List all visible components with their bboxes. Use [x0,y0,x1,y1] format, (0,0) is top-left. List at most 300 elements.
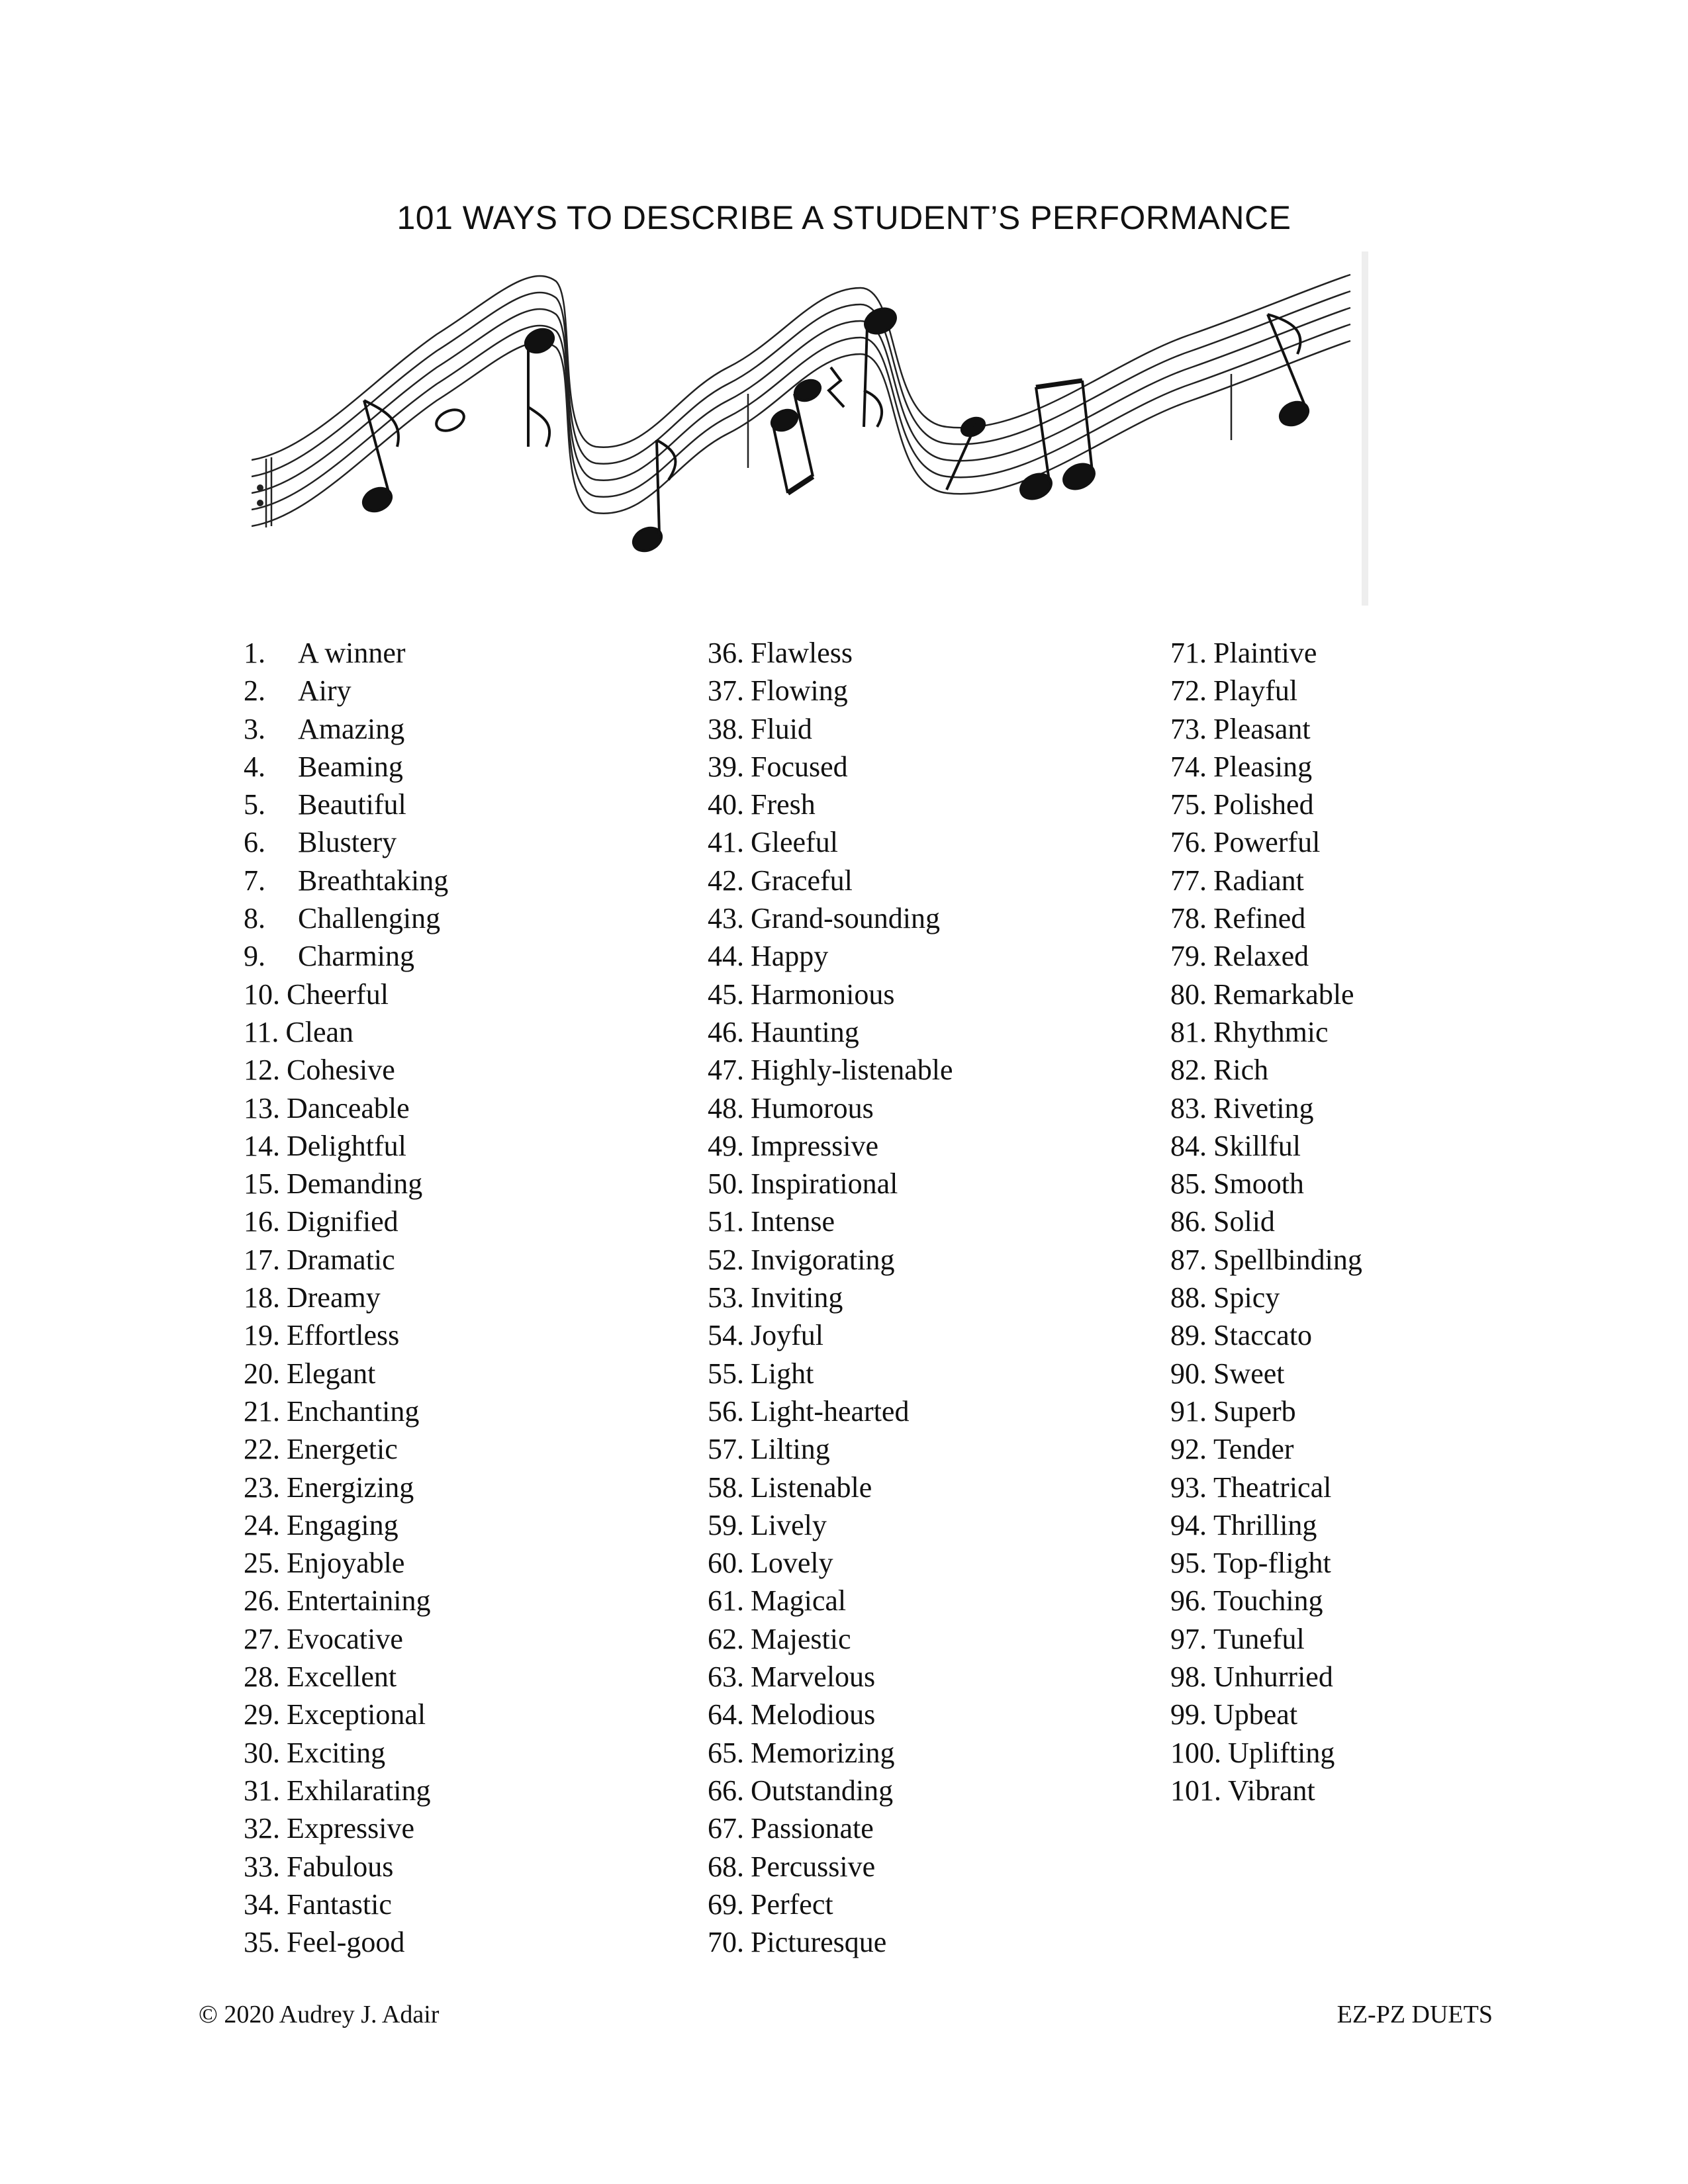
list-item-word: Thrilling [1213,1508,1317,1541]
list-item-word: Listenable [751,1471,872,1504]
list-item-word: Effortless [287,1319,400,1352]
page-title: 101 WAYS TO DESCRIBE A STUDENT’S PERFORMANCE [397,199,1291,236]
list-item [244,823,448,861]
list-item [708,634,953,672]
list-item [1170,976,1362,1013]
list-item [708,1809,953,1847]
list-item [1170,1392,1362,1430]
list-item [708,710,953,748]
list-item [708,1696,953,1733]
list-item-number: 14. [244,1129,280,1162]
list-item [1170,1203,1362,1240]
list-item-word: Inspirational [751,1167,898,1201]
list-item-word: Passionate [751,1812,874,1845]
list-item-number: 72. [1170,674,1207,707]
list-item-word: Harmonious [751,978,895,1011]
list-item-word: Engaging [287,1508,399,1541]
list-item [708,1506,953,1544]
list-item-number: 91. [1170,1394,1207,1428]
list-item-word: Enjoyable [287,1547,405,1580]
list-item-word: Upbeat [1213,1698,1298,1731]
list-item-number: 94. [1170,1508,1207,1541]
list-item [1170,1089,1362,1127]
list-item-number: 36. [708,637,744,669]
list-item [1170,1620,1362,1658]
list-item-number: 8. [244,902,265,935]
list-item-word: Touching [1213,1584,1323,1617]
list-item [1170,1355,1362,1392]
list-item-word: Danceable [287,1091,410,1124]
list-item-word: Highly-listenable [751,1054,953,1087]
list-item [1170,1696,1362,1733]
list-item [244,1582,448,1619]
list-item-word: Flowing [751,674,848,707]
list-item-number: 21. [244,1394,280,1428]
list-item-word: Dramatic [287,1243,395,1276]
list-item [1170,1013,1362,1051]
list-item [708,1089,953,1127]
list-item-number: 53. [708,1281,744,1314]
list-item-word: Rich [1213,1054,1269,1087]
list-item-number: 16. [244,1205,280,1238]
list-item [1170,1316,1362,1354]
list-item [244,899,448,937]
list-item-number: 23. [244,1471,280,1504]
list-item-word: Majestic [751,1622,851,1655]
list-item [708,1469,953,1506]
list-item-word: Blustery [298,826,397,859]
list-item-number: 25. [244,1547,280,1580]
list-item-number: 51. [708,1205,744,1238]
list-item [1170,937,1362,975]
list-item-word: Fantastic [287,1888,392,1921]
list-item-word: Graceful [751,864,853,897]
list-item-word: Uplifting [1228,1736,1335,1769]
list-item-number: 37. [708,674,744,707]
list-item [244,937,448,975]
list-item-number: 95. [1170,1547,1207,1580]
list-item-number: 18. [244,1281,280,1314]
list-item-number: 75. [1170,788,1207,821]
list-item-word: Amazing [298,712,405,745]
list-item-word: Magical [751,1584,847,1617]
list-item-word: Playful [1213,674,1298,707]
list-item-number: 83. [1170,1091,1207,1124]
list-item [244,1809,448,1847]
list-item-number: 35. [244,1926,280,1959]
list-item-number: 33. [244,1850,280,1883]
list-item [1170,1582,1362,1619]
list-item-word: Lilting [751,1433,830,1466]
list-item-word: Pleasing [1213,750,1313,783]
list-item [708,1544,953,1582]
list-item [244,1734,448,1772]
list-item-word: Tuneful [1213,1622,1305,1655]
list-item-number: 39. [708,750,744,783]
list-item-word: Picturesque [751,1926,887,1959]
list-item-number: 22. [244,1433,280,1466]
list-item-number: 44. [708,940,744,973]
list-item-word: Solid [1213,1205,1275,1238]
list-item-word: Dreamy [287,1281,381,1314]
list-item-word: Outstanding [751,1774,894,1807]
list-item [244,1469,448,1506]
list-item-word: Melodious [751,1698,876,1731]
list-item [244,1848,448,1886]
list-item-number: 47. [708,1054,744,1087]
list-item-number: 86. [1170,1205,1207,1238]
list-item-number: 27. [244,1622,280,1655]
list-item-number: 42. [708,864,744,897]
list-item-number: 97. [1170,1622,1207,1655]
list-item-word: Exciting [287,1736,386,1769]
list-item-word: Vibrant [1228,1774,1315,1807]
list-item-number: 43. [708,902,744,935]
list-item-word: Demanding [287,1167,423,1201]
list-item [708,1279,953,1316]
list-item-word: Theatrical [1213,1471,1332,1504]
list-item-number: 32. [244,1812,280,1845]
list-item [244,1316,448,1354]
list-item-word: Perfect [751,1888,833,1921]
list-item [244,1544,448,1582]
list-item-number: 56. [708,1394,744,1428]
list-item-number: 50. [708,1167,744,1201]
list-item [708,1848,953,1886]
list-item-number: 1. [244,637,265,669]
list-item-word: Focused [751,750,848,783]
list-item-number: 54. [708,1319,744,1352]
list-item-number: 34. [244,1888,280,1921]
list-item-number: 88. [1170,1281,1207,1314]
list-item [708,1582,953,1619]
list-item [1170,1734,1362,1772]
word-column-2 [708,634,953,1961]
list-item [244,1089,448,1127]
list-item-number: 87. [1170,1243,1207,1276]
list-item [1170,1279,1362,1316]
list-item-word: Percussive [751,1850,876,1883]
list-item-number: 84. [1170,1129,1207,1162]
list-item-number: 13. [244,1091,280,1124]
list-item-word: Tender [1213,1433,1294,1466]
list-item [1170,1165,1362,1203]
list-item [708,1203,953,1240]
list-item-number: 78. [1170,902,1207,935]
list-item-word: Cohesive [287,1054,395,1087]
list-item-number: 74. [1170,750,1207,783]
list-item-number: 99. [1170,1698,1207,1731]
list-item [244,1127,448,1165]
list-item-number: 101. [1170,1774,1221,1807]
list-item-number: 100. [1170,1736,1221,1769]
list-item-number: 52. [708,1243,744,1276]
copyright-footer: © 2020 Audrey J. Adair [199,2001,440,2028]
list-item-number: 70. [708,1926,744,1959]
list-item [708,1051,953,1089]
list-item-word: Exceptional [287,1698,426,1731]
list-item-number: 49. [708,1129,744,1162]
list-item-number: 9. [244,940,265,973]
list-item [244,976,448,1013]
list-item-word: Dignified [287,1205,399,1238]
list-item [244,1203,448,1240]
list-item-word: Happy [751,940,829,973]
list-item-word: Superb [1213,1394,1296,1428]
list-item-number: 71. [1170,637,1207,669]
list-item-word: Energetic [287,1433,398,1466]
list-item [708,1734,953,1772]
list-item [1170,823,1362,861]
list-item [708,1886,953,1923]
list-item-word: Refined [1213,902,1306,935]
list-item-word: Lively [751,1508,827,1541]
list-item-number: 66. [708,1774,744,1807]
list-item-word: Energizing [287,1471,414,1504]
list-item [244,1355,448,1392]
list-item [244,672,448,709]
list-item-number: 81. [1170,1015,1207,1048]
list-item [708,1923,953,1961]
list-item-number: 46. [708,1015,744,1048]
list-item-word: Feel-good [287,1926,405,1959]
list-item-number: 73. [1170,712,1207,745]
list-item-number: 96. [1170,1584,1207,1617]
list-item-number: 17. [244,1243,280,1276]
list-item [1170,1544,1362,1582]
list-item-word: A winner [298,637,406,669]
list-item-number: 57. [708,1433,744,1466]
list-item [708,937,953,975]
list-item [1170,899,1362,937]
list-item-word: Elegant [287,1357,376,1390]
list-item-number: 89. [1170,1319,1207,1352]
list-item [244,1241,448,1279]
list-item-word: Riveting [1213,1091,1314,1124]
list-item-word: Haunting [751,1015,859,1048]
list-item-number: 69. [708,1888,744,1921]
list-item [244,1279,448,1316]
list-item-word: Airy [298,674,352,707]
list-item-number: 68. [708,1850,744,1883]
list-item-number: 65. [708,1736,744,1769]
list-item [708,1430,953,1468]
list-item-number: 62. [708,1622,744,1655]
list-item-number: 15. [244,1167,280,1201]
list-item-number: 63. [708,1661,744,1694]
list-item [708,1620,953,1658]
list-item-number: 3. [244,712,265,745]
list-item-word: Excellent [287,1661,397,1694]
list-item-number: 77. [1170,864,1207,897]
list-item [244,1772,448,1809]
list-item [244,1658,448,1696]
list-item-number: 20. [244,1357,280,1390]
list-item-number: 85. [1170,1167,1207,1201]
list-item [244,1923,448,1961]
list-item-word: Relaxed [1213,940,1309,973]
list-item-word: Unhurried [1213,1661,1333,1694]
list-item-number: 55. [708,1357,744,1390]
list-item-word: Gleeful [751,826,838,859]
list-item-word: Remarkable [1213,978,1354,1011]
series-footer: EZ-PZ DUETS [1336,2001,1493,2028]
list-item-number: 76. [1170,826,1207,859]
list-item [244,1696,448,1733]
list-item-word: Memorizing [751,1736,895,1769]
list-item-number: 90. [1170,1357,1207,1390]
list-item-word: Fabulous [287,1850,394,1883]
list-item-word: Flawless [751,637,853,669]
music-staff-notes-illustration [252,248,1377,619]
list-item [1170,862,1362,899]
list-item-number: 11. [244,1015,279,1048]
list-item [1170,748,1362,786]
list-item [244,1165,448,1203]
list-item [708,1392,953,1430]
list-item-word: Rhythmic [1213,1015,1329,1048]
list-item-word: Light [751,1357,814,1390]
list-item-word: Cheerful [287,978,389,1011]
list-item [244,1430,448,1468]
list-item-word: Delightful [287,1129,406,1162]
list-item [1170,1430,1362,1468]
list-item-word: Intense [751,1205,835,1238]
list-item-word: Challenging [298,902,441,935]
list-item-word: Charming [298,940,414,973]
list-item [708,1355,953,1392]
list-item [708,1772,953,1809]
list-item-number: 38. [708,712,744,745]
word-column-1 [244,634,448,1961]
list-item-number: 29. [244,1698,280,1731]
list-item-number: 28. [244,1661,280,1694]
list-item [708,1165,953,1203]
list-item-word: Skillful [1213,1129,1301,1162]
list-item-word: Top-flight [1213,1547,1331,1580]
list-item-word: Staccato [1213,1319,1313,1352]
list-item [1170,1051,1362,1089]
list-item-number: 2. [244,674,265,707]
list-item-number: 82. [1170,1054,1207,1087]
list-item-word: Plaintive [1213,637,1317,669]
list-item-number: 48. [708,1091,744,1124]
list-item [708,748,953,786]
list-item-word: Impressive [751,1129,879,1162]
list-item [1170,1772,1362,1809]
list-item [1170,1469,1362,1506]
list-item [244,1013,448,1051]
list-item-number: 59. [708,1508,744,1541]
list-item-word: Invigorating [751,1243,895,1276]
list-item-number: 6. [244,826,265,859]
list-item [708,976,953,1013]
list-item [244,1506,448,1544]
list-item-word: Pleasant [1213,712,1311,745]
list-item [244,748,448,786]
list-item [244,1051,448,1089]
list-item [244,634,448,672]
list-item [1170,1241,1362,1279]
list-item [244,1886,448,1923]
list-item-number: 40. [708,788,744,821]
list-item [708,862,953,899]
list-item-number: 64. [708,1698,744,1731]
list-item [1170,1506,1362,1544]
list-item-number: 93. [1170,1471,1207,1504]
list-item-number: 26. [244,1584,280,1617]
list-item-number: 80. [1170,978,1207,1011]
list-item-number: 12. [244,1054,280,1087]
list-item-word: Joyful [751,1319,823,1352]
list-item [708,823,953,861]
list-item-number: 19. [244,1319,280,1352]
list-item [708,899,953,937]
list-item-word: Exhilarating [287,1774,431,1807]
list-item [708,1316,953,1354]
list-item [1170,1658,1362,1696]
list-item-word: Sweet [1213,1357,1285,1390]
list-item-word: Expressive [287,1812,415,1845]
list-item [708,1013,953,1051]
list-item [1170,634,1362,672]
list-item-word: Lovely [751,1547,833,1580]
list-item-number: 98. [1170,1661,1207,1694]
list-item-word: Enchanting [287,1394,420,1428]
list-item-word: Spellbinding [1213,1243,1362,1276]
list-item-number: 60. [708,1547,744,1580]
list-item [708,672,953,709]
list-item-word: Light-hearted [751,1394,910,1428]
list-item-word: Fluid [751,712,812,745]
list-item-number: 5. [244,788,265,821]
list-item-number: 30. [244,1736,280,1769]
list-item [708,1241,953,1279]
list-item [244,862,448,899]
list-item [708,786,953,823]
list-item [708,1127,953,1165]
list-item-word: Fresh [751,788,816,821]
list-item-word: Humorous [751,1091,874,1124]
list-item-number: 61. [708,1584,744,1617]
list-item-word: Clean [285,1015,354,1048]
list-item-number: 31. [244,1774,280,1807]
list-item-word: Inviting [751,1281,843,1314]
list-item [244,710,448,748]
list-item-number: 4. [244,750,265,783]
list-item [244,786,448,823]
list-item-word: Powerful [1213,826,1321,859]
list-item-word: Breathtaking [298,864,449,897]
word-column-3 [1170,634,1362,1809]
list-item-word: Evocative [287,1622,403,1655]
list-item [244,1620,448,1658]
list-item-word: Marvelous [751,1661,876,1694]
list-item-number: 10. [244,978,280,1011]
list-item-word: Smooth [1213,1167,1304,1201]
list-item-number: 45. [708,978,744,1011]
list-item-word: Entertaining [287,1584,431,1617]
list-item-word: Beautiful [298,788,406,821]
list-item-number: 24. [244,1508,280,1541]
list-item-word: Polished [1213,788,1314,821]
list-item [1170,672,1362,709]
list-item-word: Grand-sounding [751,902,940,935]
list-item-word: Beaming [298,750,403,783]
list-item-number: 92. [1170,1433,1207,1466]
list-item-number: 41. [708,826,744,859]
list-item-word: Radiant [1213,864,1304,897]
